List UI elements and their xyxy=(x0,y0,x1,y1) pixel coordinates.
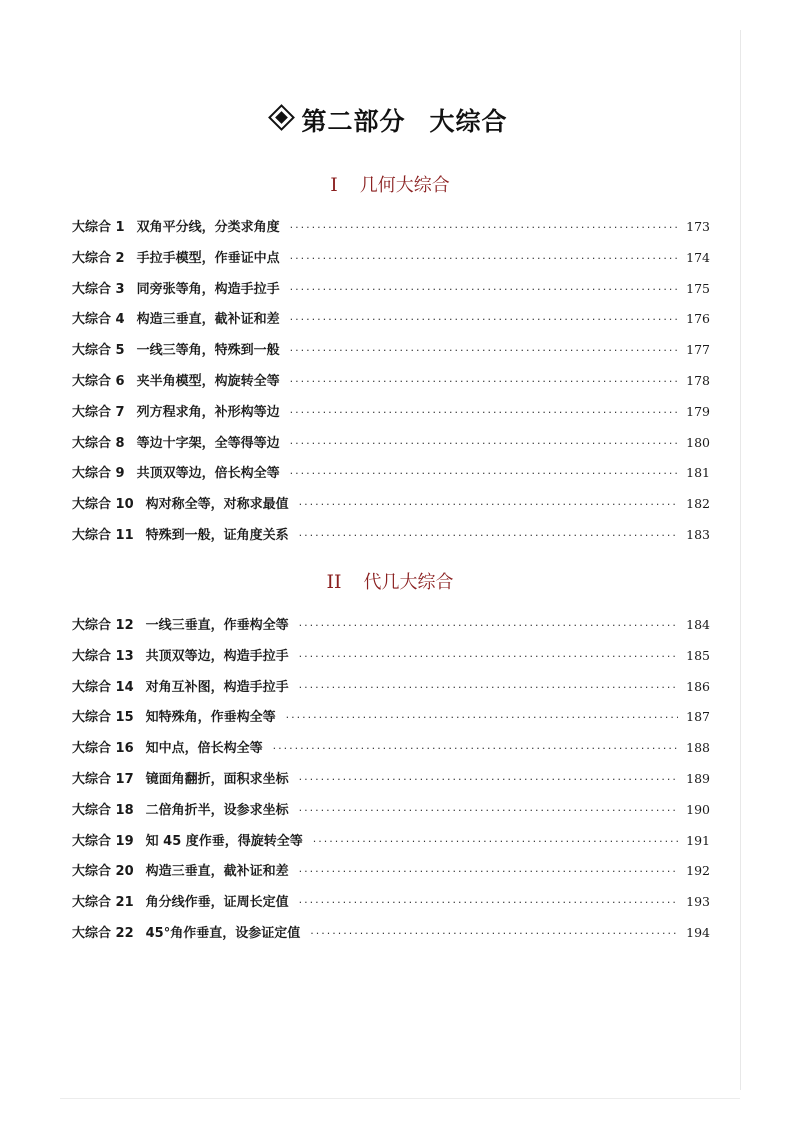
entry-label: 大综合 1 xyxy=(72,220,125,235)
entry-label: 大综合 17 xyxy=(72,771,134,787)
toc-entry[interactable] xyxy=(72,370,710,401)
entry-page-number: 191 xyxy=(686,832,710,848)
entry-page-number: 174 xyxy=(686,249,710,265)
entry-page-number: 180 xyxy=(686,434,710,450)
dot-leader xyxy=(290,252,678,265)
entry-page-number: 192 xyxy=(686,863,710,879)
dot-leader xyxy=(290,283,678,296)
entry-title: 一线三等角，特殊到一般 xyxy=(136,343,280,359)
dot-leader xyxy=(299,681,678,694)
section-roman: I xyxy=(330,174,338,196)
section-title-algebra-geometry xyxy=(0,568,780,594)
entry-label: 大综合 14 xyxy=(72,679,134,695)
diamond-icon xyxy=(269,104,296,131)
entry-title: 列方程求角，补形构等边 xyxy=(136,404,280,420)
entry-label: 大综合 2 xyxy=(72,250,125,266)
toc-entry[interactable] xyxy=(72,891,710,922)
entry-page-number: 179 xyxy=(686,403,710,419)
entry-page-number: 186 xyxy=(686,678,710,694)
entry-page-number: 184 xyxy=(686,617,710,632)
entry-page-number: 182 xyxy=(686,496,710,512)
entry-title: 共顶双等边，构造手拉手 xyxy=(145,648,289,664)
entry-title: 共顶双等边，倍长构全等 xyxy=(136,466,280,482)
toc-entry[interactable] xyxy=(72,216,710,247)
dot-leader xyxy=(299,865,678,878)
entry-page-number: 173 xyxy=(686,219,710,234)
entry-page-number: 189 xyxy=(686,770,710,786)
entry-label: 大综合 21 xyxy=(72,895,134,911)
dot-leader xyxy=(290,221,678,234)
entry-title: 同旁张等角，构造手拉手 xyxy=(136,281,280,297)
entry-title: 双角平分线，分类求角度 xyxy=(136,220,280,235)
toc-list-geometry xyxy=(72,216,710,555)
entry-title: 知特殊角，作垂构全等 xyxy=(145,710,276,726)
entry-page-number: 176 xyxy=(686,311,710,327)
page-edge-bottom xyxy=(60,1098,740,1099)
toc-entry[interactable] xyxy=(72,645,710,676)
entry-label: 大综合 16 xyxy=(72,741,134,757)
toc-entry[interactable] xyxy=(72,860,710,891)
dot-leader xyxy=(290,375,678,388)
entry-label: 大综合 3 xyxy=(72,281,125,297)
entry-title: 知中点，倍长构全等 xyxy=(145,741,263,757)
toc-entry[interactable] xyxy=(72,278,710,309)
entry-title: 二倍角折半，设参求坐标 xyxy=(145,802,289,818)
toc-entry[interactable] xyxy=(72,401,710,432)
entry-title: 构造三垂直，截补证和差 xyxy=(136,312,280,328)
entry-title: 知 45 度作垂，得旋转全等 xyxy=(145,833,303,849)
section-roman: II xyxy=(326,571,342,593)
entry-title: 等边十字架，全等得等边 xyxy=(136,435,280,451)
entry-label: 大综合 5 xyxy=(72,343,125,359)
entry-label: 大综合 22 xyxy=(72,925,134,941)
toc-entry[interactable] xyxy=(72,339,710,370)
entry-title: 45°角作垂直，设参证定值 xyxy=(145,925,301,941)
entry-label: 大综合 12 xyxy=(72,618,134,633)
entry-page-number: 178 xyxy=(686,372,710,388)
toc-entry[interactable] xyxy=(72,737,710,768)
dot-leader xyxy=(290,344,678,357)
dot-leader xyxy=(299,773,678,786)
entry-label: 大综合 6 xyxy=(72,373,125,389)
entry-title: 手拉手模型，作垂证中点 xyxy=(136,250,280,266)
section-title-geometry xyxy=(0,171,780,197)
entry-label: 大综合 11 xyxy=(72,527,134,543)
dot-leader xyxy=(290,313,678,326)
dot-leader xyxy=(299,529,678,542)
toc-entry[interactable] xyxy=(72,493,710,524)
toc-entry[interactable] xyxy=(72,462,710,493)
entry-page-number: 193 xyxy=(686,894,710,910)
entry-page-number: 175 xyxy=(686,280,710,296)
entry-title: 角分线作垂，证周长定值 xyxy=(145,895,289,911)
dot-leader xyxy=(299,896,678,909)
dot-leader xyxy=(273,742,678,755)
entry-label: 大综合 7 xyxy=(72,404,125,420)
toc-entry[interactable] xyxy=(72,614,710,645)
toc-list-algebra-geometry xyxy=(72,614,710,953)
dot-leader xyxy=(299,650,678,663)
entry-page-number: 194 xyxy=(686,924,710,940)
entry-label: 大综合 20 xyxy=(72,864,134,880)
dot-leader xyxy=(290,437,678,450)
entry-page-number: 185 xyxy=(686,647,710,663)
entry-page-number: 190 xyxy=(686,801,710,817)
entry-title: 夹半角模型，构旋转全等 xyxy=(136,373,280,389)
toc-entry[interactable] xyxy=(72,922,710,953)
entry-page-number: 181 xyxy=(686,465,710,481)
dot-leader xyxy=(310,927,678,940)
entry-label: 大综合 4 xyxy=(72,312,125,328)
entry-title: 特殊到一般，证角度关系 xyxy=(145,527,289,543)
entry-label: 大综合 19 xyxy=(72,833,134,849)
dot-leader xyxy=(313,835,678,848)
entry-page-number: 188 xyxy=(686,740,710,756)
entry-label: 大综合 8 xyxy=(72,435,125,451)
entry-page-number: 183 xyxy=(686,526,710,542)
part-title xyxy=(0,102,780,138)
entry-label: 大综合 9 xyxy=(72,466,125,482)
entry-page-number: 177 xyxy=(686,342,710,358)
dot-leader xyxy=(290,406,678,419)
entry-title: 镜面角翻折，面积求坐标 xyxy=(145,771,289,787)
entry-title: 对角互补图，构造手拉手 xyxy=(145,679,289,695)
entry-title: 构造三垂直，截补证和差 xyxy=(145,864,289,880)
dot-leader xyxy=(299,619,678,632)
dot-leader xyxy=(299,804,678,817)
toc-entry[interactable] xyxy=(72,706,710,737)
toc-entry[interactable] xyxy=(72,676,710,707)
dot-leader xyxy=(290,467,678,480)
toc-entry[interactable] xyxy=(72,247,710,278)
toc-entry[interactable] xyxy=(72,768,710,799)
entry-page-number: 187 xyxy=(686,709,710,725)
dot-leader xyxy=(286,711,678,724)
toc-entry[interactable] xyxy=(72,830,710,861)
entry-title: 构对称全等，对称求最值 xyxy=(145,497,289,513)
entry-label: 大综合 10 xyxy=(72,497,134,513)
section-title-text: 几何大综合 xyxy=(359,175,450,196)
entry-label: 大综合 15 xyxy=(72,710,134,726)
entry-label: 大综合 13 xyxy=(72,648,134,664)
part-title-b: 大综合 xyxy=(429,107,508,136)
toc-entry[interactable] xyxy=(72,799,710,830)
toc-entry[interactable] xyxy=(72,308,710,339)
part-title-a: 第二部分 xyxy=(301,107,406,136)
section-title-text: 代几大综合 xyxy=(363,572,454,593)
toc-entry[interactable] xyxy=(72,432,710,463)
entry-label: 大综合 18 xyxy=(72,802,134,818)
dot-leader xyxy=(299,498,678,511)
toc-entry[interactable] xyxy=(72,524,710,555)
entry-title: 一线三垂直，作垂构全等 xyxy=(145,618,289,633)
